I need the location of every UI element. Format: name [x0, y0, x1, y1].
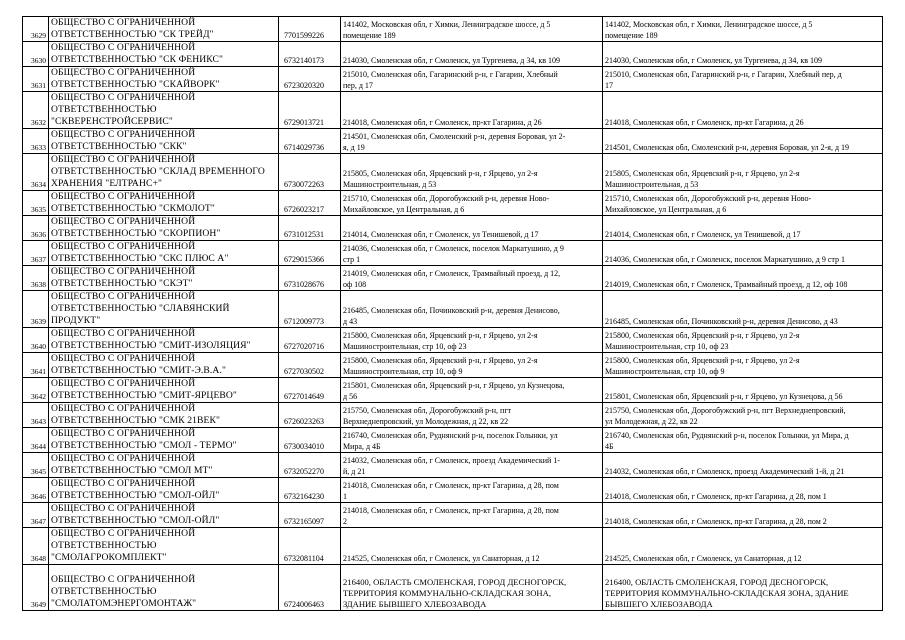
company-name-line: ОТВЕТСТВЕННОСТЬЮ "СМОЛ-ОЙЛ"	[51, 515, 220, 526]
inn-cell: 6730072263	[279, 154, 341, 191]
address-line: я, д 19	[343, 142, 365, 152]
row-number: 3640	[23, 328, 49, 353]
address-line: 215800, Смоленская обл, Ярцевский р-н, г Ярцево, ул 2-я	[343, 356, 538, 365]
company-name-line: ОБЩЕСТВО С ОГРАНИЧЕННОЙ	[51, 353, 196, 364]
company-name-line: ОТВЕТСТВЕННОСТЬЮ "СЛАВЯНСКИЙ	[51, 303, 230, 314]
company-name-line: ОБЩЕСТВО С ОГРАНИЧЕННОЙ	[51, 328, 196, 339]
address-line: 214036, Смоленская обл, г Смоленск, поселок Маркатушино, д 9 стр 1	[605, 254, 846, 264]
company-name-line: ОТВЕТСТВЕННОСТЬЮ "СМОЛ МТ"	[51, 465, 213, 476]
company-name-line: ОБЩЕСТВО С ОГРАНИЧЕННОЙ	[51, 574, 196, 585]
actual-address-cell	[603, 266, 883, 291]
address-line: БЫВШЕГО ХЛЕБОЗАВОДА	[605, 599, 713, 609]
table-row	[23, 129, 883, 154]
address-line: 214018, Смоленская обл, г Смоленск, пр-кт Гагарина, д 26	[343, 117, 542, 127]
company-name-line: ОБЩЕСТВО С ОГРАНИЧЕННОЙ	[51, 241, 196, 252]
actual-address-cell	[603, 528, 883, 565]
address-line: 215800, Смоленская обл, Ярцевский р-н, г Ярцево, ул 2-я	[605, 356, 800, 365]
address-line: 214018, Смоленская обл, г Смоленск, пр-кт Гагарина, д 28, пом	[343, 481, 559, 490]
company-name-line: ОТВЕТСТВЕННОСТЬЮ "СКК"	[51, 141, 187, 152]
legal-address-cell	[341, 266, 603, 291]
table-row	[23, 17, 883, 42]
company-name-line: ОТВЕТСТВЕННОСТЬЮ "СМК 21ВЕК"	[51, 415, 220, 426]
legal-address-cell	[341, 453, 603, 478]
address-line: 216740, Смоленская обл, Руднянский р-н, поселок Голынки, ул Мира, д	[605, 431, 849, 440]
address-line: Машиностроительная, стр 10, оф 9	[343, 366, 463, 376]
address-line: 215010, Смоленская обл, Гагаринский р-н, г Гагарин, Хлебный пер, д	[605, 70, 842, 79]
address-line: 215801, Смоленская обл, Ярцевский р-н, г Ярцево, ул Кузнецова,	[343, 381, 565, 390]
company-name-line: ОБЩЕСТВО С ОГРАНИЧЕННОЙ	[51, 478, 196, 489]
address-line: 215750, Смоленская обл, Дорогобужский р-н, пгт	[343, 406, 512, 415]
table-row	[23, 565, 883, 611]
actual-address-cell	[603, 17, 883, 42]
address-line: 2	[343, 516, 347, 526]
company-name-line: ОБЩЕСТВО С ОГРАНИЧЕННОЙ	[51, 403, 196, 414]
address-line: Машиностроительная, стр 10, оф 23	[605, 341, 729, 351]
company-name-line: ОБЩЕСТВО С ОГРАНИЧЕННОЙ	[51, 154, 196, 165]
actual-address-cell	[603, 216, 883, 241]
table-row	[23, 428, 883, 453]
row-number: 3649	[23, 565, 49, 611]
legal-address-cell	[341, 191, 603, 216]
legal-address-cell	[341, 353, 603, 378]
address-line: 1	[343, 491, 347, 501]
actual-address-cell	[603, 191, 883, 216]
table-row	[23, 528, 883, 565]
row-number: 3629	[23, 17, 49, 42]
inn-cell: 7701599226	[279, 17, 341, 42]
company-name-line: ОТВЕТСТВЕННОСТЬЮ "СКС ПЛЮС А"	[51, 253, 229, 264]
address-line: 214018, Смоленская обл, г Смоленск, пр-кт Гагарина, д 28, пом 1	[605, 491, 827, 501]
row-number: 3635	[23, 191, 49, 216]
inn-cell: 6726023263	[279, 403, 341, 428]
company-name-line: ОБЩЕСТВО С ОГРАНИЧЕННОЙ	[51, 428, 196, 439]
company-name-line: ОБЩЕСТВО С ОГРАНИЧЕННОЙ	[51, 291, 196, 302]
address-line: стр 1	[343, 254, 361, 264]
address-line: Машиностроительная, д 53	[605, 179, 699, 189]
inn-cell: 6732140173	[279, 42, 341, 67]
address-line: 214030, Смоленская обл, г Смоленск, ул Тургенева, д 34, кв 109	[605, 55, 823, 65]
company-name-line: ОТВЕТСТВЕННОСТЬЮ "СМИТ-ИЗОЛЯЦИЯ"	[51, 340, 251, 351]
actual-address-cell	[603, 67, 883, 92]
address-line: Михайловское, ул Центральная, д 6	[605, 204, 727, 214]
company-name-cell	[49, 453, 279, 478]
inn-cell: 6712009773	[279, 291, 341, 328]
address-line: 215750, Смоленская обл, Дорогобужский р-н, пгт Верхнеднепровский,	[605, 406, 846, 415]
address-line: 216485, Смоленская обл, Починковский р-н, деревня Денисово,	[343, 306, 560, 315]
legal-address-cell	[341, 478, 603, 503]
company-name-cell	[49, 216, 279, 241]
legal-address-cell	[341, 565, 603, 611]
address-line: помещение 189	[343, 30, 396, 40]
address-line: 214036, Смоленская обл, г Смоленск, поселок Маркатушино, д 9	[343, 244, 564, 253]
company-name-line: ОТВЕТСТВЕННОСТЬЮ "СМИТ-Э.В.А."	[51, 365, 226, 376]
company-name-cell	[49, 565, 279, 611]
address-line: 215710, Смоленская обл, Дорогобужский р-н, деревня Ново-	[605, 194, 812, 203]
table-row	[23, 241, 883, 266]
company-name-line: ОБЩЕСТВО С ОГРАНИЧЕННОЙ	[51, 503, 196, 514]
inn-cell: 6724006463	[279, 565, 341, 611]
company-name-line: ОБЩЕСТВО С ОГРАНИЧЕННОЙ	[51, 453, 196, 464]
company-name-line: ОБЩЕСТВО С ОГРАНИЧЕННОЙ	[51, 266, 196, 277]
address-line: 214032, Смоленская обл, г Смоленск, проезд Академический 1-	[343, 456, 560, 465]
address-line: ЗДАНИЕ БЫВШЕГО ХЛЕБОЗАВОДА	[343, 599, 487, 609]
address-line: 141402, Московская обл, г Химки, Ленинградское шоссе, д 5	[343, 20, 551, 29]
row-number: 3637	[23, 241, 49, 266]
actual-address-cell	[603, 42, 883, 67]
actual-address-cell	[603, 353, 883, 378]
address-line: 4Б	[605, 441, 614, 451]
company-name-line: ОБЩЕСТВО С ОГРАНИЧЕННОЙ	[51, 129, 196, 140]
address-line: 214018, Смоленская обл, г Смоленск, пр-кт Гагарина, д 28, пом 2	[605, 516, 827, 526]
actual-address-cell	[603, 478, 883, 503]
registry-table-body	[23, 17, 883, 611]
row-number: 3641	[23, 353, 49, 378]
company-name-cell	[49, 17, 279, 42]
inn-cell: 6732164230	[279, 478, 341, 503]
company-name-line: ОТВЕТСТВЕННОСТЬЮ "СК ФЕНИКС"	[51, 54, 224, 65]
table-row	[23, 353, 883, 378]
address-line: д 43	[343, 316, 358, 326]
company-name-cell	[49, 291, 279, 328]
company-name-cell	[49, 67, 279, 92]
actual-address-cell	[603, 154, 883, 191]
company-name-line: ОТВЕТСТВЕННОСТЬЮ	[51, 586, 157, 597]
company-name-cell	[49, 328, 279, 353]
row-number: 3638	[23, 266, 49, 291]
legal-address-cell	[341, 403, 603, 428]
address-line: Машиностроительная, стр 10, оф 23	[343, 341, 467, 351]
legal-address-cell	[341, 17, 603, 42]
actual-address-cell	[603, 241, 883, 266]
company-name-cell	[49, 478, 279, 503]
table-row	[23, 154, 883, 191]
company-name-line: ОБЩЕСТВО С ОГРАНИЧЕННОЙ	[51, 378, 196, 389]
company-name-line: ОТВЕТСТВЕННОСТЬЮ "СК ТРЕЙД"	[51, 29, 214, 40]
company-name-line: ОБЩЕСТВО С ОГРАНИЧЕННОЙ	[51, 92, 196, 103]
table-row	[23, 328, 883, 353]
address-line: 215801, Смоленская обл, Ярцевский р-н, г Ярцево, ул Кузнецова, д 56	[605, 391, 843, 401]
actual-address-cell	[603, 328, 883, 353]
address-line: пер, д 17	[343, 80, 373, 90]
legal-address-cell	[341, 378, 603, 403]
actual-address-cell	[603, 291, 883, 328]
address-line: 214018, Смоленская обл, г Смоленск, пр-кт Гагарина, д 26	[605, 117, 804, 127]
table-row	[23, 478, 883, 503]
address-line: ТЕРРИТОРИЯ КОММУНАЛЬНО-СКЛАДСКАЯ ЗОНА, ЗДАНИЕ	[605, 588, 849, 598]
company-name-cell	[49, 154, 279, 191]
inn-cell: 6732165097	[279, 503, 341, 528]
inn-cell: 6723020320	[279, 67, 341, 92]
address-line: й, д 21	[343, 466, 366, 476]
company-name-cell	[49, 92, 279, 129]
company-name-cell	[49, 42, 279, 67]
row-number: 3633	[23, 129, 49, 154]
address-line: 214032, Смоленская обл, г Смоленск, проезд Академический 1-й, д 21	[605, 466, 845, 476]
company-name-line: ОТВЕТСТВЕННОСТЬЮ "СКАЙВОРК"	[51, 79, 220, 90]
company-name-line: ОТВЕТСТВЕННОСТЬЮ	[51, 104, 157, 115]
row-number: 3631	[23, 67, 49, 92]
address-line: 215800, Смоленская обл, Ярцевский р-н, г Ярцево, ул 2-я	[343, 331, 538, 340]
table-row	[23, 92, 883, 129]
company-name-line: ОБЩЕСТВО С ОГРАНИЧЕННОЙ	[51, 216, 196, 227]
table-row	[23, 266, 883, 291]
inn-cell: 6727014649	[279, 378, 341, 403]
row-number: 3632	[23, 92, 49, 129]
address-line: 216400, ОБЛАСТЬ СМОЛЕНСКАЯ, ГОРОД ДЕСНОГОРСК,	[343, 577, 567, 587]
inn-cell: 6714029736	[279, 129, 341, 154]
legal-address-cell	[341, 216, 603, 241]
table-row	[23, 191, 883, 216]
company-name-line: "СКВЕРЕНСТРОЙСЕРВИС"	[51, 116, 173, 127]
row-number: 3634	[23, 154, 49, 191]
inn-cell: 6731028676	[279, 266, 341, 291]
row-number: 3643	[23, 403, 49, 428]
inn-cell: 6727020716	[279, 328, 341, 353]
row-number: 3630	[23, 42, 49, 67]
inn-cell: 6731012531	[279, 216, 341, 241]
inn-cell: 6726023217	[279, 191, 341, 216]
address-line: 215805, Смоленская обл, Ярцевский р-н, г Ярцево, ул 2-я	[343, 169, 538, 178]
legal-address-cell	[341, 92, 603, 129]
address-line: 215800, Смоленская обл, Ярцевский р-н, г Ярцево, ул 2-я	[605, 331, 800, 340]
legal-address-cell	[341, 291, 603, 328]
row-number: 3646	[23, 478, 49, 503]
legal-address-cell	[341, 503, 603, 528]
table-row	[23, 291, 883, 328]
row-number: 3645	[23, 453, 49, 478]
row-number: 3644	[23, 428, 49, 453]
address-line: 214018, Смоленская обл, г Смоленск, пр-кт Гагарина, д 28, пом	[343, 506, 559, 515]
address-line: 216400, ОБЛАСТЬ СМОЛЕНСКАЯ, ГОРОД ДЕСНОГОРСК,	[605, 577, 829, 587]
address-line: д 56	[343, 391, 358, 401]
table-row	[23, 216, 883, 241]
company-name-line: ОТВЕТСТВЕННОСТЬЮ "СКЭТ"	[51, 278, 193, 289]
legal-address-cell	[341, 129, 603, 154]
legal-address-cell	[341, 154, 603, 191]
company-name-line: ОБЩЕСТВО С ОГРАНИЧЕННОЙ	[51, 67, 196, 78]
company-name-line: "СМОЛАТОМЭНЕРГОМОНТАЖ"	[51, 598, 197, 609]
company-name-line: ОБЩЕСТВО С ОГРАНИЧЕННОЙ	[51, 191, 196, 202]
table-row	[23, 503, 883, 528]
address-line: 215710, Смоленская обл, Дорогобужский р-н, деревня Ново-	[343, 194, 550, 203]
address-line: 215805, Смоленская обл, Ярцевский р-н, г Ярцево, ул 2-я	[605, 169, 800, 178]
company-name-cell	[49, 191, 279, 216]
actual-address-cell	[603, 565, 883, 611]
actual-address-cell	[603, 428, 883, 453]
company-name-line: ОТВЕТСТВЕННОСТЬЮ "СМОЛ-ОЙЛ"	[51, 490, 220, 501]
company-name-line: ОТВЕТСТВЕННОСТЬЮ "СКЛАД ВРЕМЕННОГО	[51, 166, 265, 177]
address-line: ул Молодежная, д 22, кв 22	[605, 416, 698, 426]
row-number: 3647	[23, 503, 49, 528]
table-row	[23, 453, 883, 478]
inn-cell: 6729015366	[279, 241, 341, 266]
address-line: помещение 189	[605, 30, 658, 40]
legal-address-cell	[341, 42, 603, 67]
company-name-cell	[49, 503, 279, 528]
address-line: 214019, Смоленская обл, г Смоленск, Трамвайный проезд, д 12, оф 108	[605, 279, 848, 289]
company-name-cell	[49, 266, 279, 291]
legal-address-cell	[341, 528, 603, 565]
actual-address-cell	[603, 92, 883, 129]
address-line: 214014, Смоленская обл, г Смоленск, ул Тенишевой, д 17	[605, 229, 801, 239]
address-line: ТЕРРИТОРИЯ КОММУНАЛЬНО-СКЛАДСКАЯ ЗОНА,	[343, 588, 551, 598]
actual-address-cell	[603, 453, 883, 478]
row-number: 3648	[23, 528, 49, 565]
address-line: 214501, Смоленская обл, Смоленский р-н, деревня Боровая, ул 2-я, д 19	[605, 142, 850, 152]
registry-table	[22, 16, 883, 611]
row-number: 3639	[23, 291, 49, 328]
table-row	[23, 42, 883, 67]
inn-cell: 6732081104	[279, 528, 341, 565]
address-line: Машиностроительная, д 53	[343, 179, 437, 189]
legal-address-cell	[341, 241, 603, 266]
company-name-line: ОБЩЕСТВО С ОГРАНИЧЕННОЙ	[51, 17, 196, 28]
inn-cell: 6729013721	[279, 92, 341, 129]
company-name-line: ПРОДУКТ"	[51, 315, 101, 326]
address-line: 214501, Смоленская обл, Смоленский р-н, деревня Боровая, ул 2-	[343, 132, 566, 141]
inn-cell: 6727030502	[279, 353, 341, 378]
address-line: 214525, Смоленская обл, г Смоленск, ул Санаторная, д 12	[605, 553, 802, 563]
company-name-cell	[49, 428, 279, 453]
actual-address-cell	[603, 503, 883, 528]
address-line: 214019, Смоленская обл, г Смоленск, Трамвайный проезд, д 12,	[343, 269, 561, 278]
address-line: 214030, Смоленская обл, г Смоленск, ул Тургенева, д 34, кв 109	[343, 55, 561, 65]
address-line: 141402, Московская обл, г Химки, Ленинградское шоссе, д 5	[605, 20, 813, 29]
address-line: оф 108	[343, 279, 367, 289]
actual-address-cell	[603, 129, 883, 154]
company-name-line: "СМОЛАГРОКОМПЛЕКТ"	[51, 552, 167, 563]
address-line: Мира, д 4Б	[343, 441, 381, 451]
row-number: 3642	[23, 378, 49, 403]
legal-address-cell	[341, 67, 603, 92]
company-name-line: ОБЩЕСТВО С ОГРАНИЧЕННОЙ	[51, 528, 196, 539]
company-name-cell	[49, 528, 279, 565]
inn-cell: 6730034010	[279, 428, 341, 453]
address-line: 17	[605, 80, 613, 90]
legal-address-cell	[341, 328, 603, 353]
address-line: Михайловское, ул Центральная, д 6	[343, 204, 465, 214]
company-name-cell	[49, 129, 279, 154]
address-line: 216485, Смоленская обл, Починковский р-н, деревня Денисово, д 43	[605, 316, 838, 326]
table-row	[23, 67, 883, 92]
address-line: Машиностроительная, стр 10, оф 9	[605, 366, 725, 376]
actual-address-cell	[603, 378, 883, 403]
company-name-line: ОТВЕТСТВЕННОСТЬЮ "СКМОЛОТ"	[51, 203, 215, 214]
company-name-line: ОТВЕТСТВЕННОСТЬЮ "СМОЛ - ТЕРМО"	[51, 440, 237, 451]
address-line: 214525, Смоленская обл, г Смоленск, ул Санаторная, д 12	[343, 553, 540, 563]
address-line: 216740, Смоленская обл, Руднянский р-н, поселок Голынки, ул	[343, 431, 558, 440]
inn-cell: 6732052270	[279, 453, 341, 478]
company-name-cell	[49, 353, 279, 378]
row-number: 3636	[23, 216, 49, 241]
company-name-line: ОБЩЕСТВО С ОГРАНИЧЕННОЙ	[51, 42, 196, 53]
actual-address-cell	[603, 403, 883, 428]
company-name-cell	[49, 241, 279, 266]
company-name-cell	[49, 378, 279, 403]
table-row	[23, 403, 883, 428]
address-line: Верхнеднепровский, ул Молодежная, д 22, кв 22	[343, 416, 509, 426]
legal-address-cell	[341, 428, 603, 453]
table-row	[23, 378, 883, 403]
company-name-line: ХРАНЕНИЯ "ЕЛТРАНС+"	[51, 178, 163, 189]
company-name-line: ОТВЕТСТВЕННОСТЬЮ "СКОРПИОН"	[51, 228, 221, 239]
company-name-line: ОТВЕТСТВЕННОСТЬЮ "СМИТ-ЯРЦЕВО"	[51, 390, 237, 401]
address-line: 214014, Смоленская обл, г Смоленск, ул Тенишевой, д 17	[343, 229, 539, 239]
company-name-line: ОТВЕТСТВЕННОСТЬЮ	[51, 540, 157, 551]
address-line: 215010, Смоленская обл, Гагаринский р-н, г Гагарин, Хлебный	[343, 70, 558, 79]
company-name-cell	[49, 403, 279, 428]
